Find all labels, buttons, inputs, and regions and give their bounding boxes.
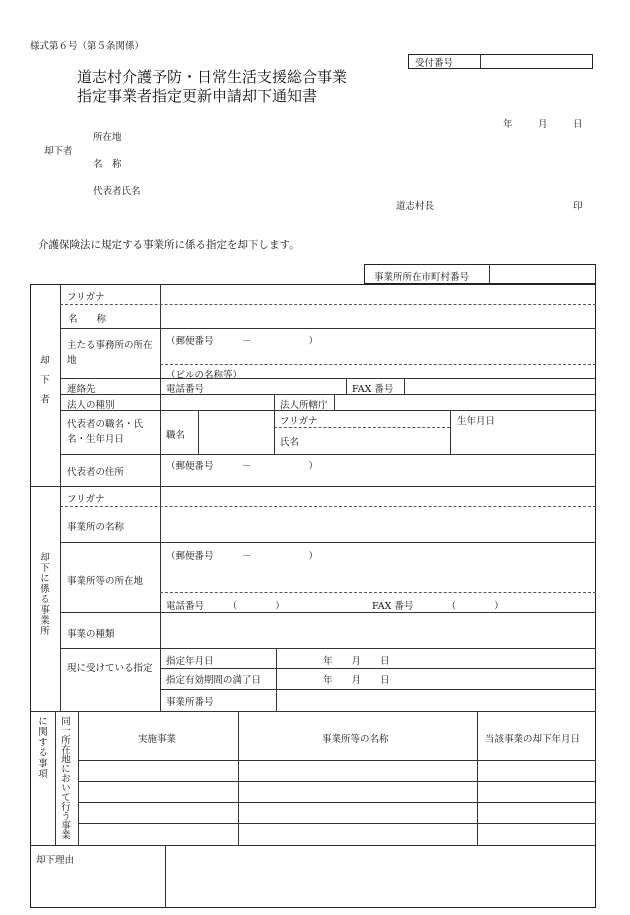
corp-type-label: 法人の種別 — [67, 400, 115, 411]
office-postal-field: （郵便番号 － ） — [166, 551, 319, 562]
office-code-label: 事業所所在市町村番号 — [374, 272, 470, 283]
expiry-date-label: 指定有効期間の満了日 — [166, 675, 262, 686]
section-same-location-inner: 同一所在地において行う事業 — [59, 716, 70, 840]
designation-date-label: 指定年月日 — [166, 656, 214, 667]
rejection-reason-label: 却下理由 — [36, 855, 75, 866]
recipient-address: 所在地 — [93, 132, 122, 143]
designation-date-value: 年 月 日 — [323, 656, 390, 667]
office-code-divider — [489, 264, 490, 284]
name-label: 名 称 — [68, 314, 107, 325]
col-business: 実施事業 — [138, 734, 177, 745]
section-same-location-outer: に関する事項 — [36, 716, 47, 779]
recipient-representative: 代表者氏名 — [93, 186, 141, 197]
furigana-label: フリガナ — [67, 292, 105, 303]
furigana-label-2: フリガナ — [280, 416, 318, 427]
office-phone-field: 電話番号 （ ） — [166, 601, 285, 612]
receipt-label: 受付番号 — [415, 58, 454, 69]
date-day: 日 — [573, 119, 583, 130]
phone-label: 電話番号 — [166, 384, 205, 395]
recipient-name: 名 称 — [93, 159, 122, 170]
representative-address-label: 代表者の住所 — [67, 467, 125, 478]
title-line-2: 指定事業者指定更新申請却下通知書 — [77, 87, 318, 105]
contact-label: 連絡先 — [67, 384, 96, 395]
main-office-address-label: 主たる事務所の所在地 — [67, 340, 153, 366]
corp-authority-label: 法人所轄庁 — [280, 400, 328, 411]
office-fax-field: FAX 番号 （ ） — [372, 601, 504, 612]
building-name-field: （ビルの名称等） — [166, 370, 243, 381]
expiry-date-value: 年 月 日 — [323, 675, 390, 686]
birthdate-label: 生年月日 — [457, 416, 496, 427]
section-rejected-party: 却下者 — [38, 355, 49, 414]
postal-code-field: （郵便番号 － ） — [166, 336, 319, 347]
person-name-label: 氏名 — [280, 437, 300, 448]
col-rejection-date: 当該事業の却下年月日 — [485, 734, 581, 745]
seal-mark: 印 — [573, 201, 583, 212]
statement: 介護保険法に規定する事業所に係る指定を却下します。 — [38, 239, 300, 251]
date-month: 月 — [538, 119, 548, 130]
job-title-label: 職名 — [166, 430, 186, 441]
section-office: 却下に係る事業所 — [38, 552, 49, 636]
postal-code-field-2: （郵便番号 － ） — [166, 461, 319, 472]
receipt-divider — [480, 54, 481, 69]
date-year: 年 — [503, 119, 513, 130]
fax-label: FAX 番号 — [352, 384, 394, 395]
title-line-1: 道志村介護予防・日常生活支援総合事業 — [77, 68, 348, 86]
current-designation-label: 現に受けている指定 — [67, 663, 153, 674]
office-furigana-label: フリガナ — [67, 494, 105, 505]
col-office-name: 事業所等の名称 — [322, 734, 389, 745]
form-number: 様式第６号（第５条関係） — [30, 41, 145, 52]
business-type-label: 事業の種類 — [67, 629, 115, 640]
office-number-label: 事業所番号 — [166, 697, 214, 708]
issuer-title: 道志村長 — [396, 201, 435, 212]
representative-info-label: 代表者の職名・氏名・生年月日 — [67, 419, 144, 445]
recipient-label: 却下者 — [44, 146, 73, 157]
office-name-label: 事業所の名称 — [67, 522, 125, 533]
office-location-label: 事業所等の所在地 — [67, 576, 144, 587]
